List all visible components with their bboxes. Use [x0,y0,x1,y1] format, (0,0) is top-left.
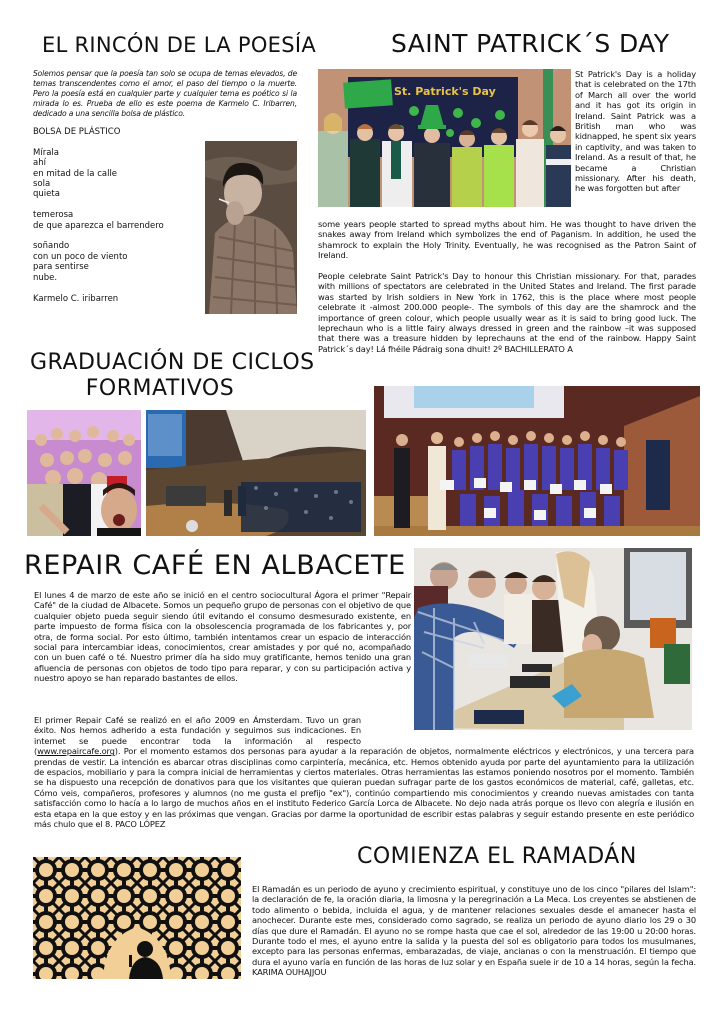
poem [33,127,208,304]
ramadan-title: COMIENZA EL RAMADÁN [357,844,637,869]
graduation-title-line1: GRADUACIÓN DE CICLOS [30,350,315,375]
stpatrick-paragraph-2: People celebrate Saint Patrick's Day to honour this Christian missionary. For that, parades with millions of spectators are celebrated in the United States and Ireland. The first parade was started by Irish soldiers in New York in 1762, this is the place where most people celebrate it -almost 200.000 people-. The symbols of this day are the shamrock and the importance of green colour, which people usually wear as it is said to bring good luck. The leprechaun who is a little fairy always dressed in green and the rainbow –it was supposed that there was a treasure hidden by leprechauns at the end of the rainbow. Happy Saint Patrick´s day! Lá fhéile Pádraig sona dhuit! 2º BACHILLERATO A [318,271,696,354]
poem-line: Karmelo C. iribarren [33,293,119,304]
ramadan-lattice-icon [33,857,241,979]
repair-photo [414,548,692,730]
repaircafe-link[interactable]: www.repaircafe.org [37,746,115,757]
graduation-title [30,350,315,402]
graduation-title-line2: FORMATIVOS [85,376,235,401]
repair-title: REPAIR CAFÉ EN ALBACETE [24,550,406,581]
repair-text-b: ). Por el momento estamos dos personas para ayudar a la reparación de objetos, normalmente eléctricos y electrónicos, y una tercera para prendas de vestir. La intención es abarcar otras disciplinas como carpintería, mecánica, etc. Hemos obtenido ayuda por parte del ayuntamiento para la utilización de espacios, mobiliario y para la compra inicial de herramientas y ciertos materiales. Otras herramientas las estamos poniendo nosotros por el momento. También se ha dispuesto una recepción de donativos para que los visitantes que quieran puedan sufragar parte de los gastos económicos de material, café, galletas, etc. Cómo veis, compañeros, profesores y alumnos (no me gusta el prefijo "ex"), continúo compartiendo mis conocimientos y creando nuevas amistades con tanta satisfacción como lo hacía a lo largo de muchos años en el instituto Federico García Lorca de Albacete. No dejo nada atrás porque os llevo con alegría e ilusión en esta etapa en la que estoy y en las próximas que vengan. Gracias por darme la oportunidad de escribir estas palabras y seguir estando presente en este periódico más chulo que el 8. PACO LÓPEZ [34,746,694,830]
poem-line: temerosa [33,210,74,221]
poetry-title: EL RINCÓN DE LA POESÍA [42,33,317,57]
poem-line [33,200,208,210]
graduation-photo-auditorium [146,410,366,536]
repair-paragraph-2-text [34,715,694,829]
poem-line: quieta [33,189,60,200]
ramadan-paragraph: El Ramadán es un periodo de ayuno y crecimiento espiritual, y constituye uno de los cinco "pilares del Islam": la declaración de fe, la oración diaria, la limosna y la peregrinación a La Meca. Los creyentes se abstienen de todo alimento o bebida, incluida el agua, y de mantener relaciones sexuales desde el amanecer hasta el anochecer. Durante este mes, considerado como sagrado, se realiza un periodo de ayuno diario los 29 o 30 días que dure el Ramadán. El ayuno no se rompe hasta que cae el sol, alrededor de las 19:00 u 20:00 horas. Durante todo el mes, el ayuno entre la salida y la puesta del sol es obligatorio para todos los musulmanes, excepto para las personas enfermas, embarazadas, de viaje, ancianas o con la menstruación. El tiempo que dura el ayuno varía en función de las horas de luz solar y en España suele ir de 10 a 14 horas, según la fecha. KARIMA OUHAJJOU [252,884,696,978]
poem-line: con un poco de viento [33,251,128,262]
poem-line: soñando [33,241,70,252]
stpatrick-photo [318,69,571,207]
poem-line: de que aparezca el barrendero [33,220,164,231]
poem-line: para sentirse [33,262,89,273]
poem-title: BOLSA DE PLÁSTICO [33,127,121,137]
ramadan-photo [33,857,241,979]
poem-lines [33,148,208,304]
poem-line [33,231,208,241]
stpatrick-side-text: St Patrick's Day is a holiday that is celebrated on the 17th of March all over the world and it has got its origin in Ireland. Saint Patrick was a British man who was kidnapped, he spent six years in captivity, and was taken to Ireland. As a result of that, he became a Christian missionary. After his death, he was forgotten but after [575,69,696,194]
poet-photo [205,141,297,314]
stpatrick-title: SAINT PATRICK´S DAY [391,29,670,58]
poem-line: ahí [33,158,46,169]
poem-line: sola [33,179,51,190]
stpatrick-paragraph-1: some years people started to spread myths about him. He was thought to have driven the snakes away from Ireland which symbolizes the end of Paganism. In addition, he used the shamrock to explain the Holy Trinity. Eventually, he was recognised as the Patron Saint of Ireland. [318,219,696,261]
poem-line [33,283,208,293]
poem-line: nube. [33,272,58,283]
poetry-intro: Solemos pensar que la poesía tan solo se ocupa de temas elevados, de temas transcendentes como el amor, el paso del tiempo o la muerte. Pero la poesía está en cualquier parte y cualquier tema es poético si la mirada lo es. Prueba de ello es este poema de Karmelo C. Iribarren, dedicado a una sencilla bolsa de plástico. [33,69,297,119]
repair-paragraph-1: El lunes 4 de marzo de este año se inició en el centro sociocultural Ágora el primer "Repair Café" de la ciudad de Albacete. Somos un pequeño grupo de personas con el objetivo de que cualquier objeto pueda seguir siendo útil evitando el consumo desmesurado existente, en parte impuesto de forma física con la obsolescencia programada de los fabricantes y, por otra, de forma social. Por esto último, también intentamos crear un espacio de interacción social para intercambiar ideas, conocimientos, crear amistades y por qué no, acompañado con un buen café o té. Nuestro primer día ha sido muy gratificante, hemos tenido una gran afluencia de personas con objetos de todo tipo para reparar, y con su participación activa y nuestro apoyo se han reparado bastantes de ellos. [34,590,411,684]
poem-line: Mírala [33,147,59,158]
banner-text: St. Patrick's Day [394,85,496,98]
poet-portrait-icon [205,141,297,314]
poem-line: en mitad de la calle [33,168,118,179]
graduation-photo-group [374,386,700,536]
repair-paragraph-2 [34,715,694,829]
repair-text-a: El primer Repair Café se realizó en el año 2009 en Ámsterdam. Tuvo un gran éxito. Nos hemos adherido a esta fundación y seguimos sus indicaciones. En internet se puede encontrar toda la información al respecto ( [34,715,361,757]
graduation-photo-selfie [27,410,141,536]
